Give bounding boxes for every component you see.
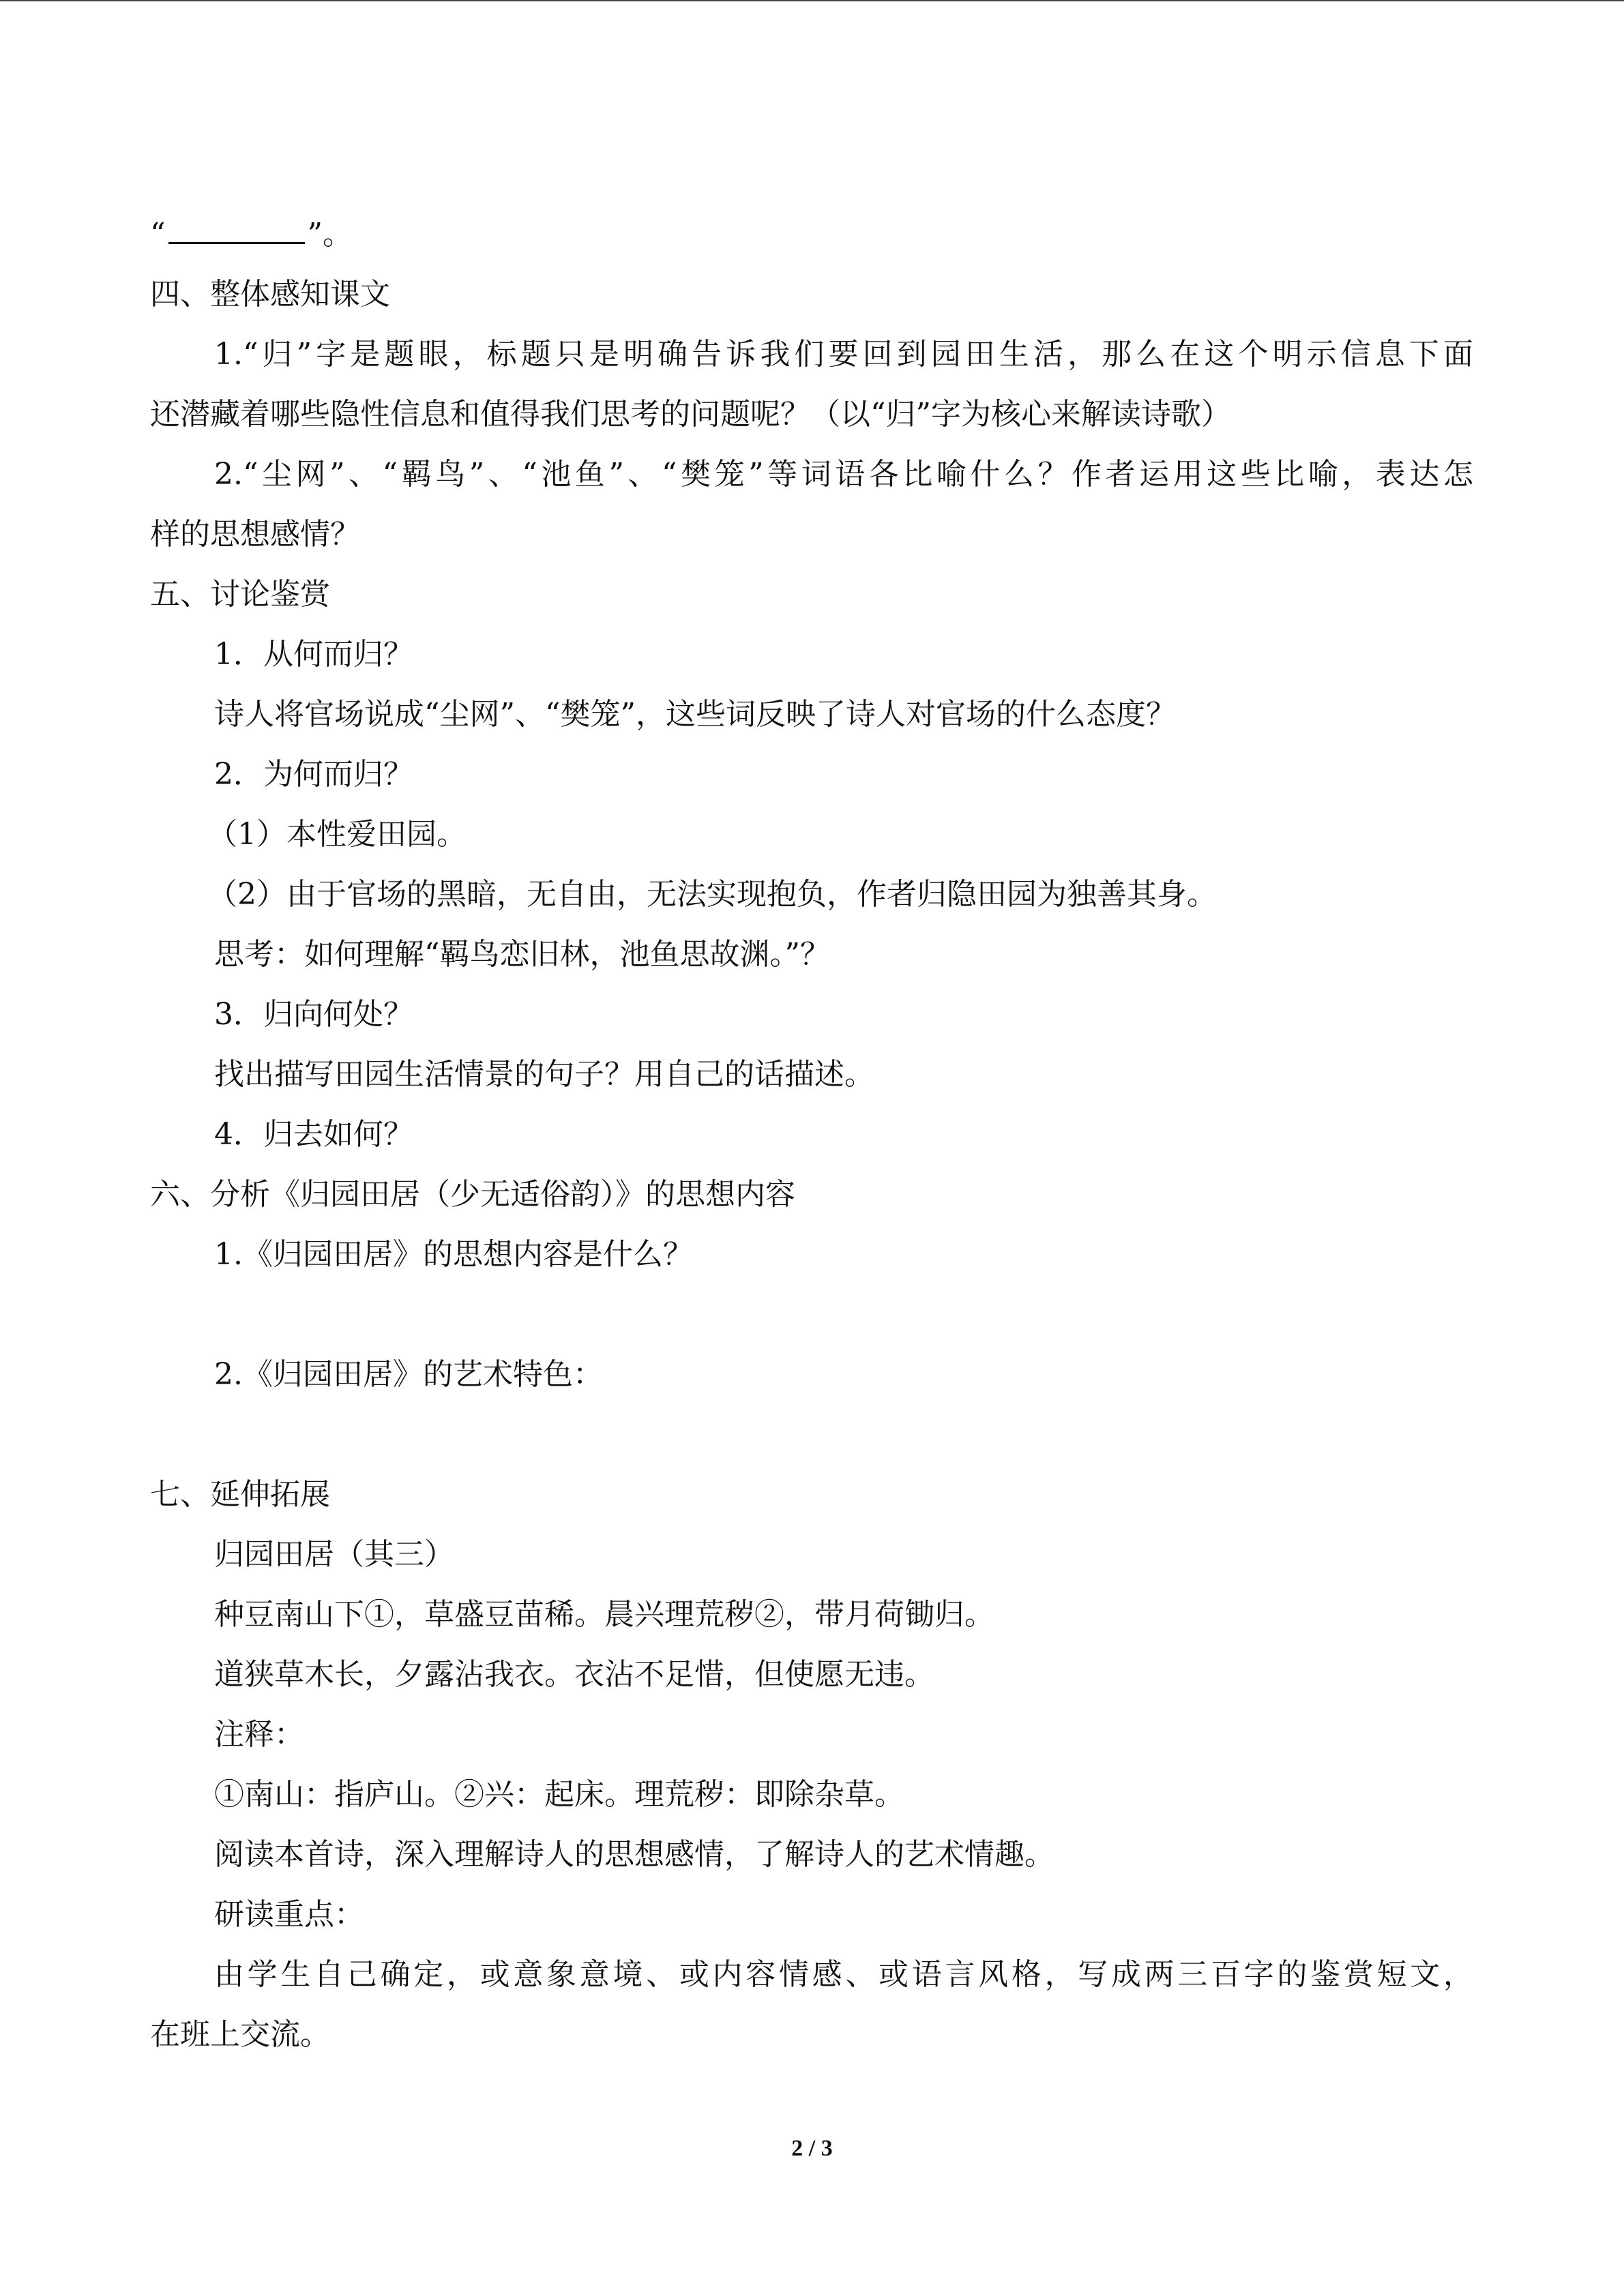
section5-question2-point1: （1）本性爱田园。 [207,817,467,852]
section5-question2: 2．为何而归？ [214,757,413,792]
focus-label: 研读重点： [214,1897,364,1932]
section5-question1: 1．从何而归？ [214,637,413,672]
section5-question2-point2: （2）由于官场的黑暗，无自由，无法实现抱负，作者归隐田园为独善其身。 [207,877,1217,912]
section5-question3: 3．归向何处？ [214,997,413,1032]
notes-label: 注释： [214,1717,304,1752]
section5-question2-think: 思考：如何理解“羁鸟恋旧林，池鱼思故渊。”？ [214,937,830,972]
answer-blank [168,218,305,244]
section-heading-5: 五、讨论鉴赏 [150,577,330,612]
close-quote: ”。 [307,217,353,252]
answer-space [150,1285,1473,1345]
section-heading-4: 四、整体感知课文 [150,277,390,312]
poem-line-1: 种豆南山下①，草盛豆苗稀。晨兴理荒秽②，带月荷锄归。 [214,1597,994,1632]
section6-question2: 2.《归园田居》的艺术特色： [214,1357,603,1392]
notes-text: ①南山：指庐山。②兴：起床。理荒秽：即除杂草。 [214,1777,904,1812]
section4-question1-line2: 还潜藏着哪些隐性信息和值得我们思考的问题呢？（以“归”字为核心来解读诗歌） [150,397,1231,432]
open-quote: “ [150,217,166,252]
section5-question1-text: 诗人将官场说成“尘网”、“樊笼”，这些词反映了诗人对官场的什么态度？ [214,697,1176,732]
fill-in-blank-line [150,205,1473,265]
poem-title: 归园田居（其三） [214,1537,454,1572]
section4-question2-line2: 样的思想感情？ [150,517,360,552]
section4-question1-line1: 1.“归”字是题眼，标题只是明确告诉我们要回到园田生活，那么在这个明示信息下面 [214,337,1473,372]
reading-task: 阅读本首诗，深入理解诗人的思想感情，了解诗人的艺术情趣。 [214,1837,1054,1872]
section4-question2-line1: 2.“尘网”、“羁鸟”、“池鱼”、“樊笼”等词语各比喻什么？作者运用这些比喻，表达怎 [214,457,1473,492]
section-heading-6: 六、分析《归园田居（少无适俗韵）》的思想内容 [150,1177,795,1212]
section6-question1: 1.《归园田居》的思想内容是什么？ [214,1237,693,1272]
focus-text-line1: 由学生自己确定，或意象意境、或内容情感、或语言风格，写成两三百字的鉴赏短文， [214,1957,1473,1992]
top-border-rule [0,0,1624,1]
poem-line-2: 道狭草木长，夕露沾我衣。衣沾不足惜，但使愿无违。 [214,1657,934,1692]
document-body [150,205,1473,2065]
page-number: 2 / 3 [791,2136,833,2161]
section-heading-7: 七、延伸拓展 [150,1477,330,1512]
section5-question4: 4．归去如何？ [214,1117,413,1152]
section5-question3-text: 找出描写田园生活情景的句子？用自己的话描述。 [214,1057,874,1092]
answer-space [150,1405,1473,1465]
focus-text-line2: 在班上交流。 [150,2017,330,2052]
